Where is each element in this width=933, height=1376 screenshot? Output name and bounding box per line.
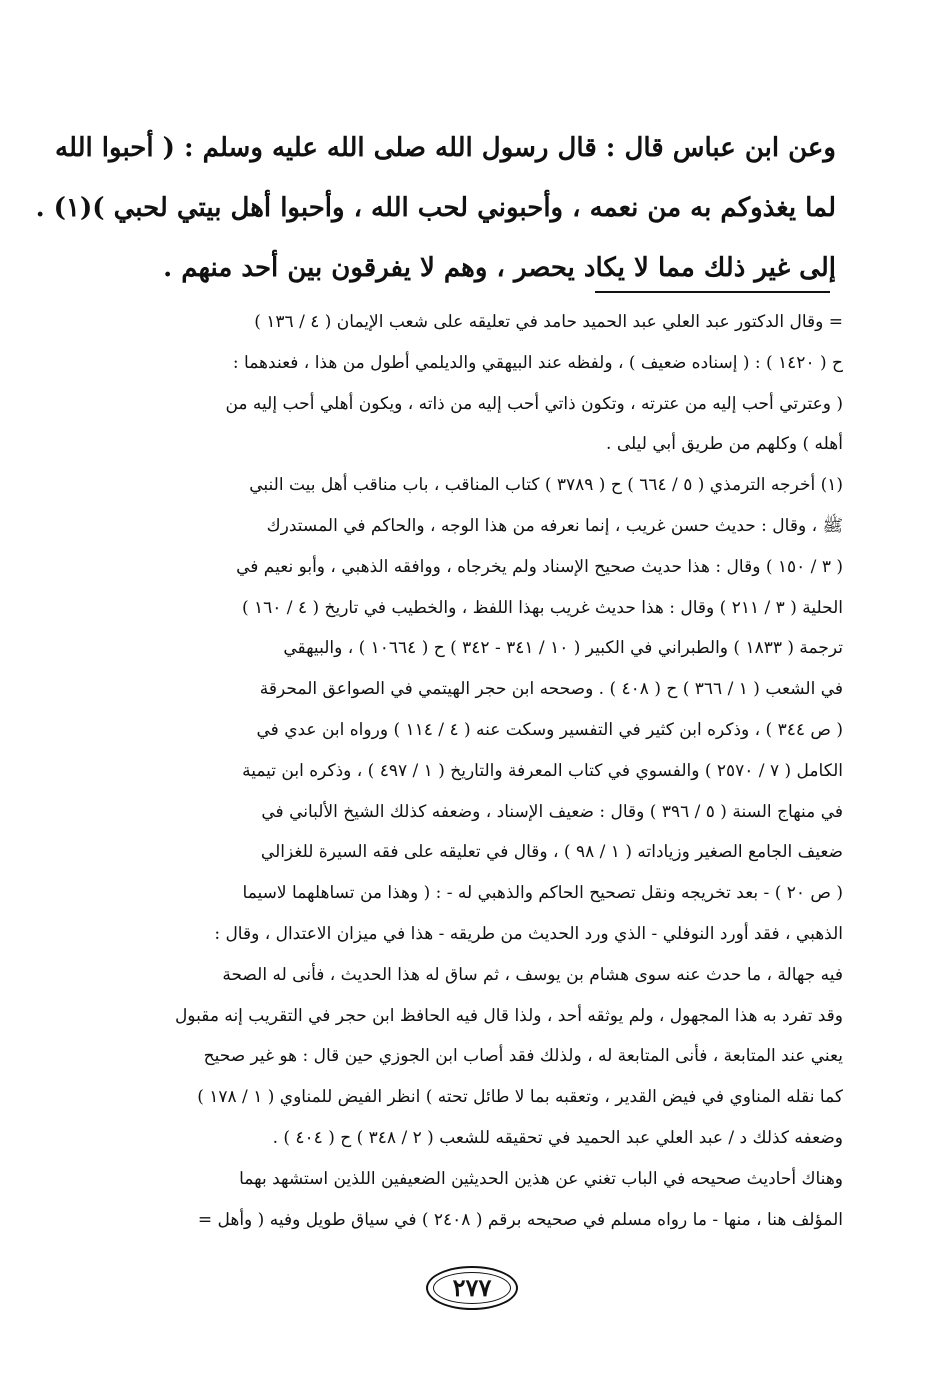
footnote-line: المؤلف هنا ، منها - ما رواه مسلم في صحيحه برقم ( ٢٤٠٨ ) في سياق طويل وفيه ( وأهل =	[197, 1209, 843, 1230]
footnote-line: وقد تفرد به هذا المجهول ، ولم يوثقه أحد ، ولذا قال فيه الحافظ ابن حجر في التقريب إنه مقبول	[174, 1005, 843, 1026]
footnote-line: يعني عند المتابعة ، فأنى المتابعة له ، ولذلك فقد أصاب ابن الجوزي حين قال : هو غير صحيح	[203, 1046, 843, 1067]
footnote-line: ح ( ١٤٢٠ ) : ( إسناده ضعيف ) ، ولفظه عند البيهقي والديلمي أطول من هذا ، فعندهما :	[232, 352, 843, 373]
footnote-line: الذهبي ، فقد أورد النوفلي - الذي ورد الحديث من طريقه - هذا في ميزان الاعتدال ، وقال :	[214, 923, 843, 944]
footnote-line: كما نقله المناوي في فيض القدير ، وتعقبه بما لا طائل تحته ) انظر الفيض للمناوي ( ١ / ١٧٨ )	[197, 1087, 843, 1108]
footnotes-block	[105, 302, 843, 1240]
footnote-line: في الشعب ( ١ / ٣٦٦ ) ح ( ٤٠٨ ) . وصححه ابن حجر الهيتمي في الصواعق المحرقة	[259, 679, 843, 700]
main-text-block	[35, 118, 836, 298]
footnote-line: وهناك أحاديث صحيحه في الباب تغني عن هذين الحديثين الضعيفين اللذين استشهد بهما	[239, 1168, 843, 1189]
footnote-line: أهله ) وكلهم من طريق أبي ليلى .	[606, 434, 843, 455]
footnote-line: الحلية ( ٣ / ٢١١ ) وقال : هذا حديث غريب بهذا اللفظ ، والخطيب في تاريخ ( ٤ / ١٦٠ )	[241, 597, 843, 618]
footnote-line: في منهاج السنة ( ٥ / ٣٩٦ ) وقال : ضعيف الإسناد ، وضعفه كذلك الشيخ الألباني في	[261, 801, 843, 822]
footnote-line: وضعفه كذلك د / عبد العلي عبد الحميد في تحقيقه للشعب ( ٢ / ٣٤٨ ) ح ( ٤٠٤ ) .	[272, 1127, 843, 1148]
footnote-line: الكامل ( ٧ / ٢٥٧٠ ) والفسوي في كتاب المعرفة والتاريخ ( ١ / ٤٩٧ ) ، وذكره ابن تيمية	[242, 760, 843, 781]
main-text-line: وعن ابن عباس قال : قال رسول الله صلى الله عليه وسلم : ( أحبوا الله	[55, 133, 836, 163]
footnote-line: ضعيف الجامع الصغير وزياداته ( ١ / ٩٨ ) ، وقال في تعليقه على فقه السيرة للغزالي	[260, 842, 843, 863]
footnote-line: ( ص ٢٠ ) - بعد تخريجه ونقل تصحيح الحاكم والذهبي له - : ( وهذا من تساهلهما لاسيما	[242, 883, 843, 904]
page-number-frame	[426, 1266, 518, 1310]
page-number: ٢٧٧	[452, 1273, 492, 1302]
footnote-separator	[595, 291, 830, 293]
main-text-line: لما يغذوكم به من نعمه ، وأحبوني لحب الله ، وأحبوا أهل بيتي لحبي )(١) .	[35, 193, 836, 223]
footnote-line: ( ص ٣٤٤ ) ، وذكره ابن كثير في التفسير وسكت عنه ( ٤ / ١١٤ ) ورواه ابن عدي في	[256, 719, 843, 740]
footnote-line: ترجمة ( ١٨٣٣ ) والطبراني في الكبير ( ١٠ / ٣٤١ - ٣٤٢ ) ح ( ١٠٦٦٤ ) ، والبيهقي	[283, 638, 843, 659]
footnote-line: فيه جهالة ، ما حدث عنه سوى هشام بن يوسف ، ثم ساق له هذا الحديث ، فأنى له الصحة	[222, 964, 843, 985]
footnote-line: (١) أخرجه الترمذي ( ٥ / ٦٦٤ ) ح ( ٣٧٨٩ ) كتاب المناقب ، باب مناقب أهل بيت النبي	[249, 475, 843, 496]
footnote-line: = وقال الدكتور عبد العلي عبد الحميد حامد في تعليقه على شعب الإيمان ( ٤ / ١٣٦ )	[254, 312, 843, 332]
footnote-line: ﷺ ، وقال : حديث حسن غريب ، إنما نعرفه من هذا الوجه ، والحاكم في المستدرك	[266, 515, 843, 536]
footnote-line: ( ٣ / ١٥٠ ) وقال : هذا حديث صحيح الإسناد ولم يخرجاه ، ووافقه الذهبي ، وأبو نعيم في	[236, 556, 843, 577]
footnote-line: ( وعترتي أحب إليه من عترته ، وتكون ذاتي أحب إليه من ذاته ، ويكون أهلي أحب إليه من	[225, 393, 843, 414]
main-text-line: إلى غير ذلك مما لا يكاد يحصر ، وهم لا يفرقون بين أحد منهم .	[163, 253, 836, 283]
